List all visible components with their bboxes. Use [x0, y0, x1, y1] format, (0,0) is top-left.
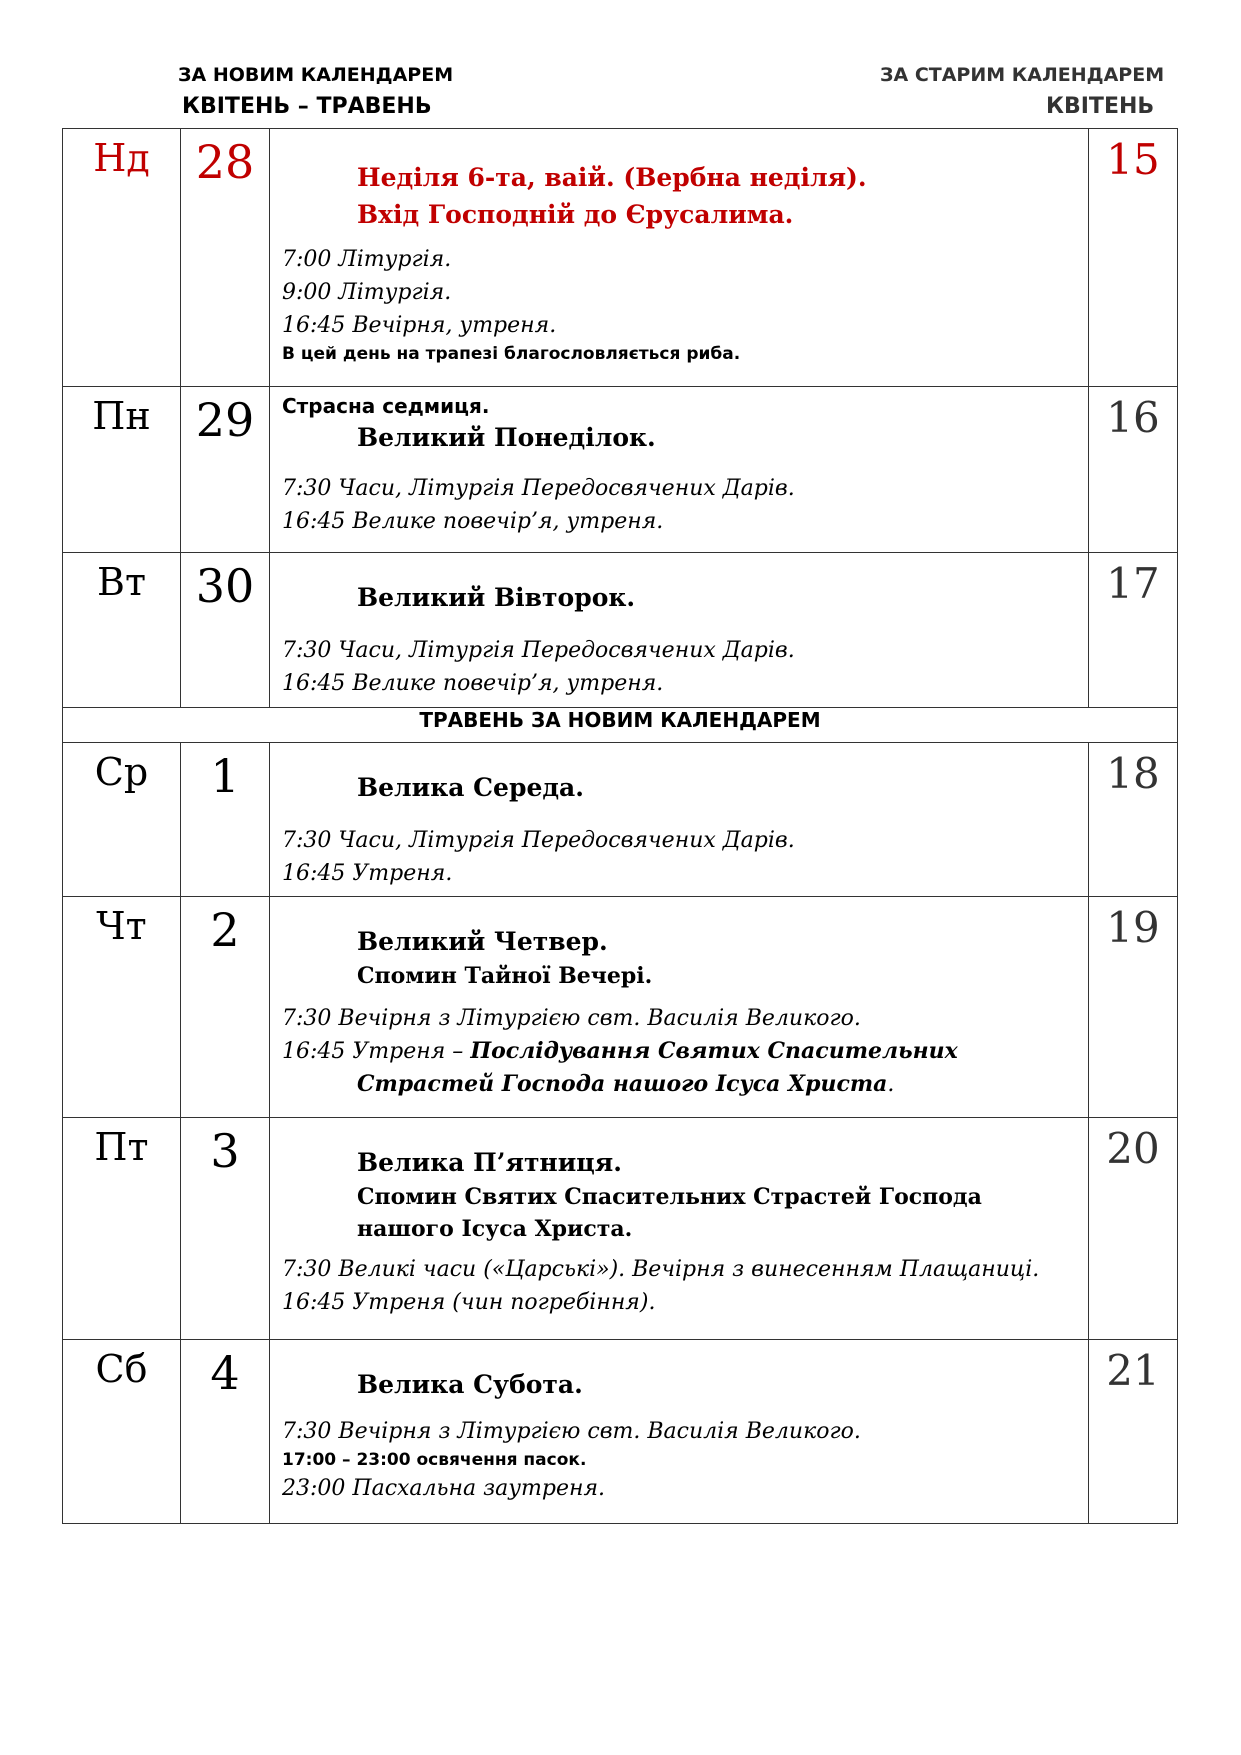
new-calendar-months: КВІТЕНЬ – ТРАВЕНЬ: [182, 94, 432, 119]
feast-title: Вхід Господній до Єрусалима.: [357, 200, 794, 229]
old-date-cell: 17: [1089, 553, 1178, 708]
description-cell: [270, 387, 1089, 553]
service-time: 7:30 Часи, Літургія Передосвячених Дарів.: [282, 638, 795, 663]
service-time: 7:30 Великі часи («Царські»). Вечірня з винесенням Плащаниці.: [282, 1257, 1040, 1282]
service-time: Страстей Господа нашого Ісуса Христа.: [357, 1071, 895, 1097]
table-row: [63, 897, 1178, 1118]
month-divider: ТРАВЕНЬ ЗА НОВИМ КАЛЕНДАРЕМ: [63, 708, 1178, 743]
feast-title: Велика Субота.: [357, 1370, 583, 1399]
service-time: 16:45 Утреня (чин погребіння).: [282, 1290, 656, 1315]
feast-subtitle: Спомин Тайної Вечері.: [357, 963, 653, 989]
description-cell: [270, 743, 1089, 897]
feast-title: Великий Четвер.: [357, 927, 608, 956]
service-time: 16:45 Утреня.: [282, 861, 453, 886]
new-date-cell: 1: [181, 743, 270, 897]
weekday-cell: Пт: [63, 1118, 181, 1340]
weekday-cell: Нд: [63, 129, 181, 387]
week-title: Страсна седмиця.: [282, 394, 490, 418]
feast-title: Велика П’ятниця.: [357, 1148, 622, 1177]
old-date-cell: 21: [1089, 1340, 1178, 1524]
old-calendar-month: КВІТЕНЬ: [1046, 94, 1155, 119]
service-time: 16:45 Утреня – Послідування Святих Спасительних: [282, 1038, 958, 1064]
description-cell: [270, 1118, 1089, 1340]
table-row: [63, 743, 1178, 897]
service-time: 16:45 Вечірня, утреня.: [282, 313, 557, 338]
service-time: 7:00 Літургія.: [282, 247, 452, 272]
service-time: 7:30 Вечірня з Літургією свт. Василія Великого.: [282, 1419, 861, 1444]
table-row: [63, 1118, 1178, 1340]
feast-subtitle: Спомин Святих Спасительних Страстей Господа: [357, 1184, 982, 1210]
note: 17:00 – 23:00 освячення пасок.: [282, 1450, 587, 1470]
feast-subtitle: нашого Ісуса Христа.: [357, 1216, 633, 1242]
service-time: 7:30 Часи, Літургія Передосвячених Дарів.: [282, 828, 795, 853]
month-divider-row: [63, 708, 1178, 743]
liturgical-calendar-table: [62, 128, 1178, 1524]
old-date-cell: 19: [1089, 897, 1178, 1118]
weekday-cell: Чт: [63, 897, 181, 1118]
old-date-cell: 20: [1089, 1118, 1178, 1340]
feast-title: Неділя 6-та, ваій. (Вербна неділя).: [357, 163, 867, 192]
new-date-cell: 4: [181, 1340, 270, 1524]
old-date-cell: 18: [1089, 743, 1178, 897]
table-row: [63, 129, 1178, 387]
weekday-cell: Ср: [63, 743, 181, 897]
weekday-cell: Пн: [63, 387, 181, 553]
old-calendar-label: ЗА СТАРИМ КАЛЕНДАРЕМ: [880, 64, 1165, 86]
service-time: 16:45 Велике повечір’я, утреня.: [282, 671, 664, 696]
feast-title: Великий Понеділок.: [357, 423, 656, 452]
new-date-cell: 2: [181, 897, 270, 1118]
note: В цей день на трапезі благословляється риба.: [282, 344, 741, 364]
service-time: 23:00 Пасхальна заутреня.: [282, 1476, 606, 1501]
service-time: 16:45 Велике повечір’я, утреня.: [282, 509, 664, 534]
new-calendar-label: ЗА НОВИМ КАЛЕНДАРЕМ: [178, 64, 454, 86]
service-time: 9:00 Літургія.: [282, 280, 452, 305]
new-date-cell: 29: [181, 387, 270, 553]
new-date-cell: 3: [181, 1118, 270, 1340]
feast-title: Велика Середа.: [357, 773, 584, 802]
service-time: 7:30 Часи, Літургія Передосвячених Дарів.: [282, 476, 795, 501]
table-row: [63, 387, 1178, 553]
new-date-cell: 30: [181, 553, 270, 708]
description-cell: [270, 553, 1089, 708]
new-date-cell: 28: [181, 129, 270, 387]
table-row: [63, 553, 1178, 708]
old-date-cell: 15: [1089, 129, 1178, 387]
feast-title: Великий Вівторок.: [357, 583, 636, 612]
description-cell: [270, 897, 1089, 1118]
weekday-cell: Вт: [63, 553, 181, 708]
old-date-cell: 16: [1089, 387, 1178, 553]
description-cell: [270, 129, 1089, 387]
weekday-cell: Сб: [63, 1340, 181, 1524]
service-time: 7:30 Вечірня з Літургією свт. Василія Великого.: [282, 1006, 861, 1031]
table-row: [63, 1340, 1178, 1524]
description-cell: [270, 1340, 1089, 1524]
